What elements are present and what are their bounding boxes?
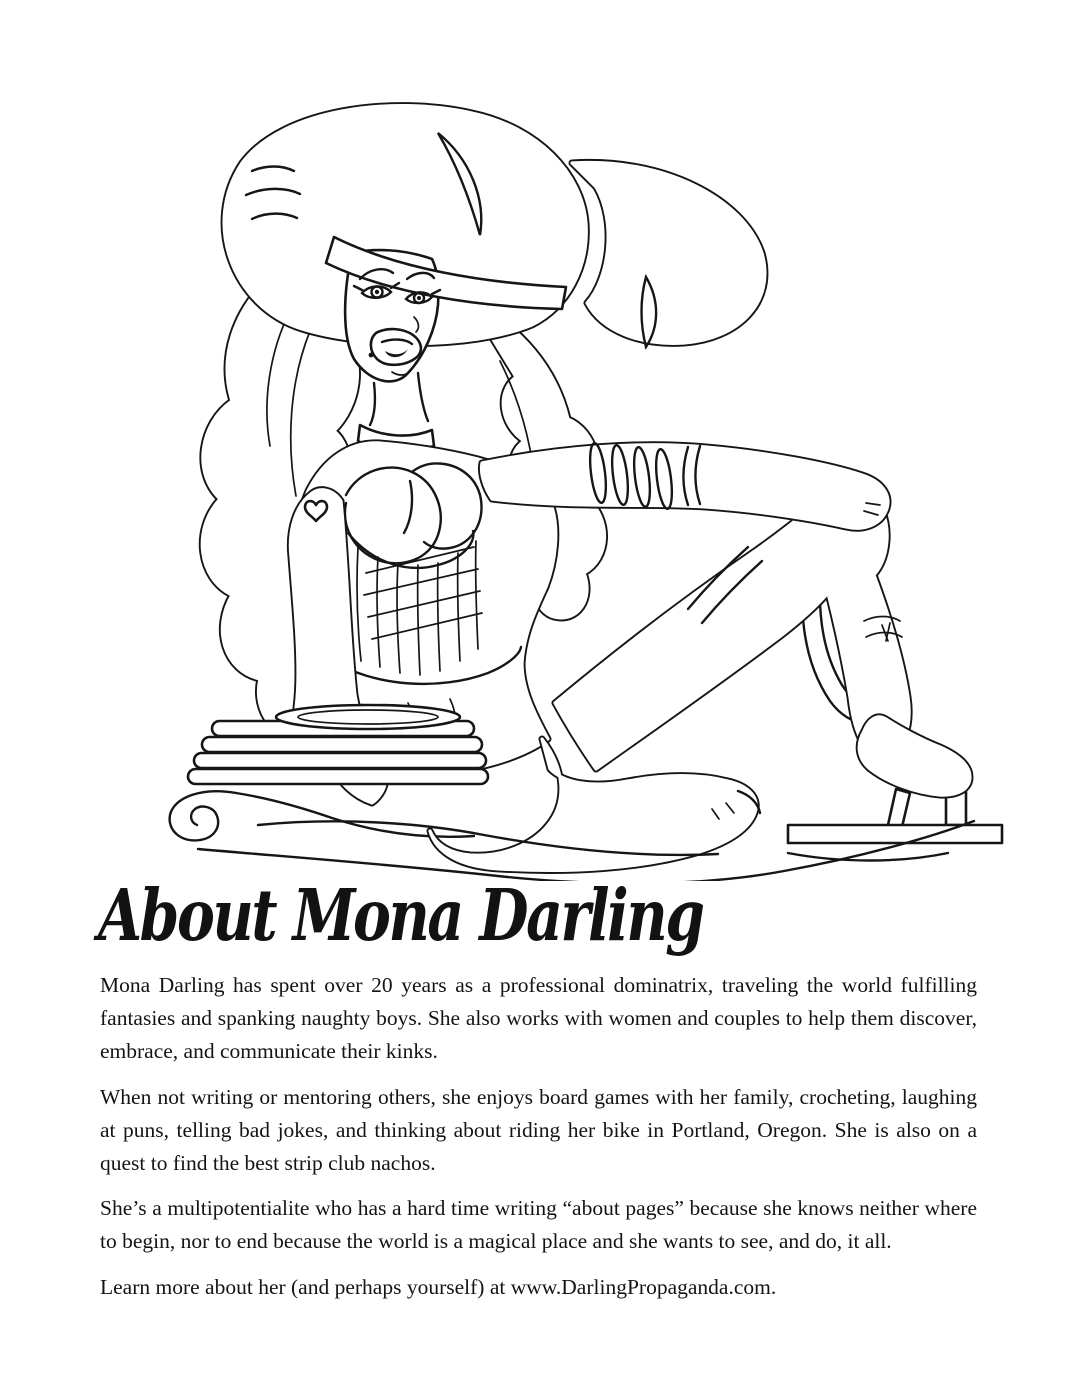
page-title: About Mona Darling <box>98 873 703 957</box>
bio-text-block <box>100 969 977 1316</box>
bio-paragraph-3: She’s a multipotentialite who has a hard time writing “about pages” because she knows neither where to begin, nor to end because the world is a magical place and she wants to see, and do, it all. <box>100 1196 977 1253</box>
bio-paragraph-2: When not writing or mentoring others, she enjoys board games with her family, crocheting, laughing at puns, telling bad jokes, and thinking about riding her bike in Portland, Oregon. She is also on a quest to find the best strip club nachos. <box>100 1084 977 1175</box>
coloring-illustration <box>140 101 1020 881</box>
bio-paragraph-1: Mona Darling has spent over 20 years as a professional dominatrix, traveling the world fulfilling fantasies and spanking naughty boys. She also works with women and couples to help them discover, embrace, and communicate their kinks. <box>100 973 977 1063</box>
bio-paragraph-learn-more: Learn more about her (and perhaps yourself) at www.DarlingPropaganda.com. <box>100 1274 777 1299</box>
pinup-cowgirl-line-art <box>140 101 1020 881</box>
